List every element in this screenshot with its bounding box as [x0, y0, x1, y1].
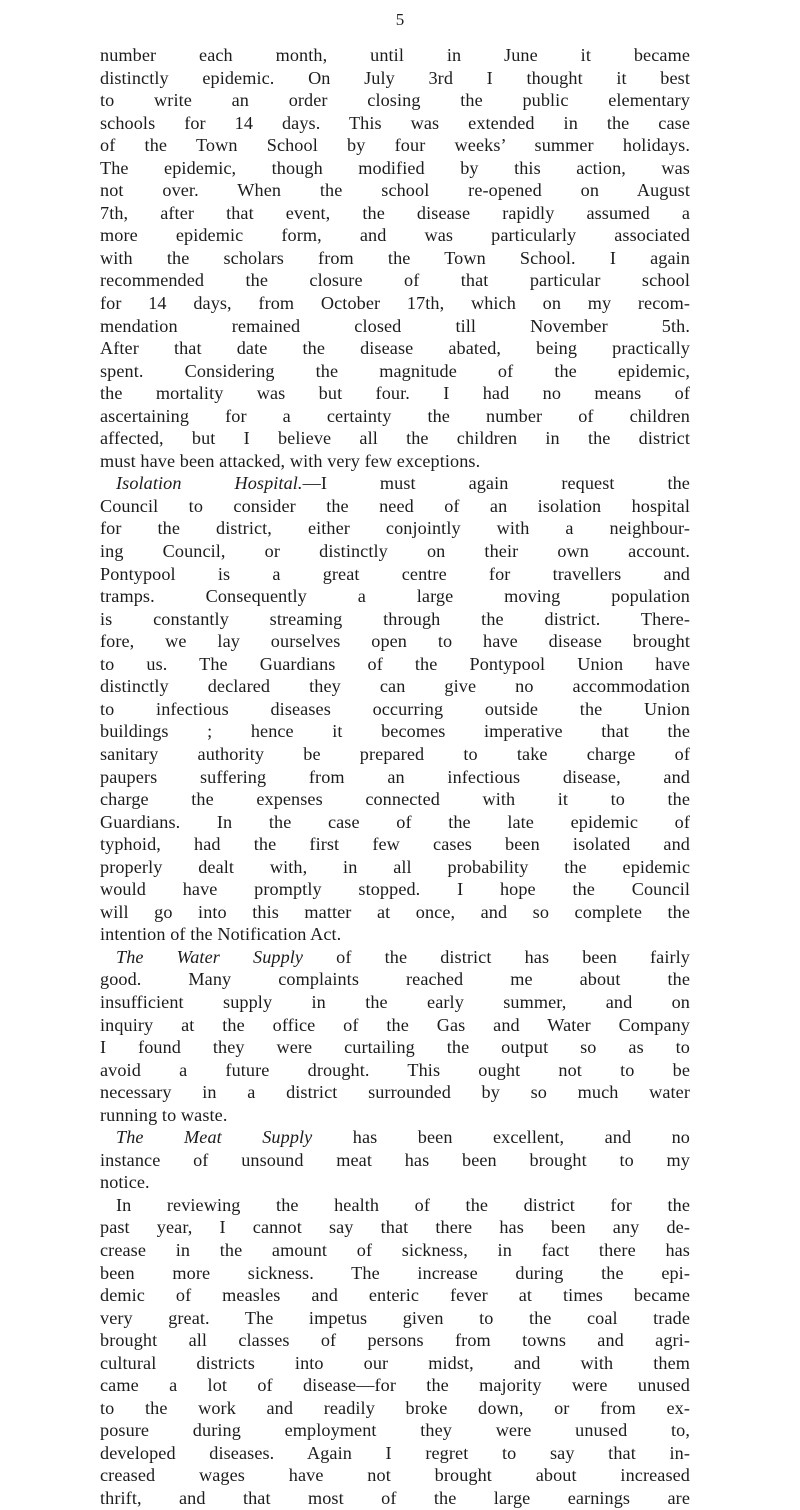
paragraph-water-supply [100, 946, 690, 1126]
section-heading: The Water Supply [116, 946, 304, 967]
line-text: The epidemic, though modified by this action, was [100, 157, 690, 178]
text-line [100, 1081, 690, 1104]
text-line [100, 44, 690, 67]
line-text: recommended the closure of that particular school [100, 270, 690, 291]
text-line [100, 134, 690, 157]
line-text: to the work and readily broke down, or from ex- [100, 1397, 690, 1418]
line-text: typhoid, had the first few cases been isolated and [100, 834, 690, 855]
text-line [100, 1374, 690, 1397]
text-line [100, 720, 690, 743]
line-text: of the Town School by four weeks’ summer holidays. [100, 135, 690, 156]
text-line [100, 1307, 690, 1330]
line-text: thrift, and that most of the large earnings are [100, 1488, 690, 1508]
text-line [100, 1442, 690, 1465]
line-text: to write an order closing the public elementary [100, 90, 690, 111]
line-text: 7th, after that event, the disease rapidly assumed a [100, 202, 690, 223]
text-line [100, 269, 690, 292]
text-line [100, 946, 690, 969]
line-text: not over. When the school re-opened on August [100, 180, 690, 201]
text-line [100, 1059, 690, 1082]
line-text: will go into this matter at once, and so complete the [100, 901, 690, 922]
text-line [100, 1464, 690, 1487]
line-text: very great. The impetus given to the coal trade [100, 1307, 690, 1328]
line-text: must have been attacked, with very few exceptions. [100, 450, 481, 471]
line-text: After that date the disease abated, being practically [100, 338, 690, 359]
text-line [100, 1171, 690, 1194]
line-text: has been excellent, and no [312, 1127, 690, 1148]
text-line [100, 292, 690, 315]
line-text: number each month, until in June it became [100, 45, 690, 65]
text-line [100, 89, 690, 112]
text-line [100, 766, 690, 789]
text-line [100, 405, 690, 428]
line-text: intention of the Notification Act. [100, 924, 342, 945]
text-line [100, 1262, 690, 1285]
line-text: Pontypool is a great centre for travellers and [100, 563, 690, 584]
text-line [100, 157, 690, 180]
text-line [100, 337, 690, 360]
text-line [100, 1397, 690, 1420]
text-line [100, 1239, 690, 1262]
line-text: to infectious diseases occurring outside the Union [100, 698, 690, 719]
text-line [100, 1036, 690, 1059]
line-text: for the district, either conjointly with a neighbour- [100, 518, 690, 539]
line-text: the mortality was but four. I had no means of [100, 383, 690, 404]
text-line [100, 630, 690, 653]
line-text: properly dealt with, in all probability the epidemic [100, 856, 690, 877]
line-text: would have promptly stopped. I hope the Council [100, 879, 690, 900]
text-line [100, 224, 690, 247]
text-line [100, 315, 690, 338]
text-line [100, 653, 690, 676]
text-line [100, 360, 690, 383]
text-line [100, 1284, 690, 1307]
text-line [100, 788, 690, 811]
text-line [100, 923, 690, 946]
text-line [100, 517, 690, 540]
line-text: more epidemic form, and was particularly associated [100, 225, 690, 246]
line-text: mendation remained closed till November 5th. [100, 315, 690, 336]
line-text: —I must again request the [302, 473, 690, 494]
body-text [100, 44, 690, 1510]
text-line [100, 991, 690, 1014]
line-text: charge the expenses connected with it to the [100, 789, 690, 810]
line-text: running to waste. [100, 1104, 228, 1125]
paragraph-meat-supply [100, 1126, 690, 1194]
line-text: insufficient supply in the early summer, and on [100, 991, 690, 1012]
line-text: demic of measles and enteric fever at times became [100, 1285, 690, 1306]
line-text: creased wages have not brought about increased [100, 1465, 690, 1486]
line-text: brought all classes of persons from towns and agri- [100, 1330, 690, 1351]
line-text: crease in the amount of sickness, in fact there has [100, 1239, 690, 1260]
line-text: tramps. Consequently a large moving population [100, 586, 690, 607]
text-line [100, 563, 690, 586]
text-line [100, 968, 690, 991]
paragraph-isolation-hospital [100, 472, 690, 945]
line-text: past year, I cannot say that there has been any de- [100, 1217, 690, 1238]
line-text: spent. Considering the magnitude of the epidemic, [100, 360, 690, 381]
line-text: buildings ; hence it becomes imperative that the [100, 721, 690, 742]
line-text: with the scholars from the Town School. I again [100, 247, 690, 268]
text-line [100, 878, 690, 901]
line-text: came a lot of disease—for the majority were unused [100, 1375, 690, 1396]
line-text: Council to consider the need of an isolation hospital [100, 495, 690, 516]
text-line [100, 901, 690, 924]
line-text: In reviewing the health of the district for the [116, 1194, 690, 1215]
line-text: ascertaining for a certainty the number of children [100, 405, 690, 426]
text-line [100, 1149, 690, 1172]
section-heading: The Meat Supply [116, 1127, 313, 1148]
text-line [100, 1352, 690, 1375]
text-line [100, 179, 690, 202]
text-line [100, 382, 690, 405]
line-text: fore, we lay ourselves open to have disease brought [100, 631, 690, 652]
line-text: instance of unsound meat has been brought to my [100, 1149, 690, 1170]
text-line [100, 743, 690, 766]
page-number: 5 [395, 10, 405, 29]
text-line [100, 1194, 690, 1217]
line-text: posure during employment they were unused to, [100, 1420, 690, 1441]
line-text: developed diseases. Again I regret to say that in- [100, 1442, 690, 1463]
paragraph-review [100, 1194, 690, 1510]
line-text: I found they were curtailing the output so as to [100, 1037, 690, 1058]
line-text: good. Many complaints reached me about the [100, 969, 690, 990]
text-line [100, 450, 690, 473]
text-line [100, 675, 690, 698]
text-line [100, 247, 690, 270]
text-line [100, 811, 690, 834]
text-line [100, 540, 690, 563]
line-text: notice. [100, 1172, 150, 1193]
line-text: distinctly declared they can give no accommodation [100, 676, 690, 697]
text-line [100, 1104, 690, 1127]
line-text: affected, but I believe all the children in the district [100, 428, 690, 449]
line-text: inquiry at the office of the Gas and Water Company [100, 1014, 690, 1035]
text-line [100, 856, 690, 879]
line-text: for 14 days, from October 17th, which on my recom- [100, 293, 690, 314]
text-line [100, 202, 690, 225]
text-line [100, 833, 690, 856]
text-line [100, 1014, 690, 1037]
line-text: Guardians. In the case of the late epidemic of [100, 811, 690, 832]
line-text: avoid a future drought. This ought not to be [100, 1059, 690, 1080]
line-text: schools for 14 days. This was extended in the case [100, 112, 690, 133]
line-text: ing Council, or distinctly on their own account. [100, 541, 690, 562]
line-text: to us. The Guardians of the Pontypool Union have [100, 653, 690, 674]
text-line [100, 585, 690, 608]
text-line [100, 1419, 690, 1442]
text-line [100, 698, 690, 721]
text-line [100, 1216, 690, 1239]
line-text: necessary in a district surrounded by so much water [100, 1082, 690, 1103]
text-line [100, 67, 690, 90]
paragraph-epidemic [100, 44, 690, 472]
text-line [100, 112, 690, 135]
line-text: been more sickness. The increase during the epi- [100, 1262, 690, 1283]
text-line [100, 1126, 690, 1149]
text-line [100, 472, 690, 495]
text-line [100, 495, 690, 518]
line-text: cultural districts into our midst, and with them [100, 1352, 690, 1373]
line-text: is constantly streaming through the district. There- [100, 608, 690, 629]
text-line [100, 1487, 690, 1510]
line-text: of the district has been fairly [303, 946, 690, 967]
line-text: distinctly epidemic. On July 3rd I thought it best [100, 67, 690, 88]
line-text: paupers suffering from an infectious disease, and [100, 766, 690, 787]
section-heading: Isolation Hospital. [116, 473, 303, 494]
text-line [100, 427, 690, 450]
text-line [100, 1329, 690, 1352]
text-line [100, 608, 690, 631]
line-text: sanitary authority be prepared to take charge of [100, 743, 690, 764]
